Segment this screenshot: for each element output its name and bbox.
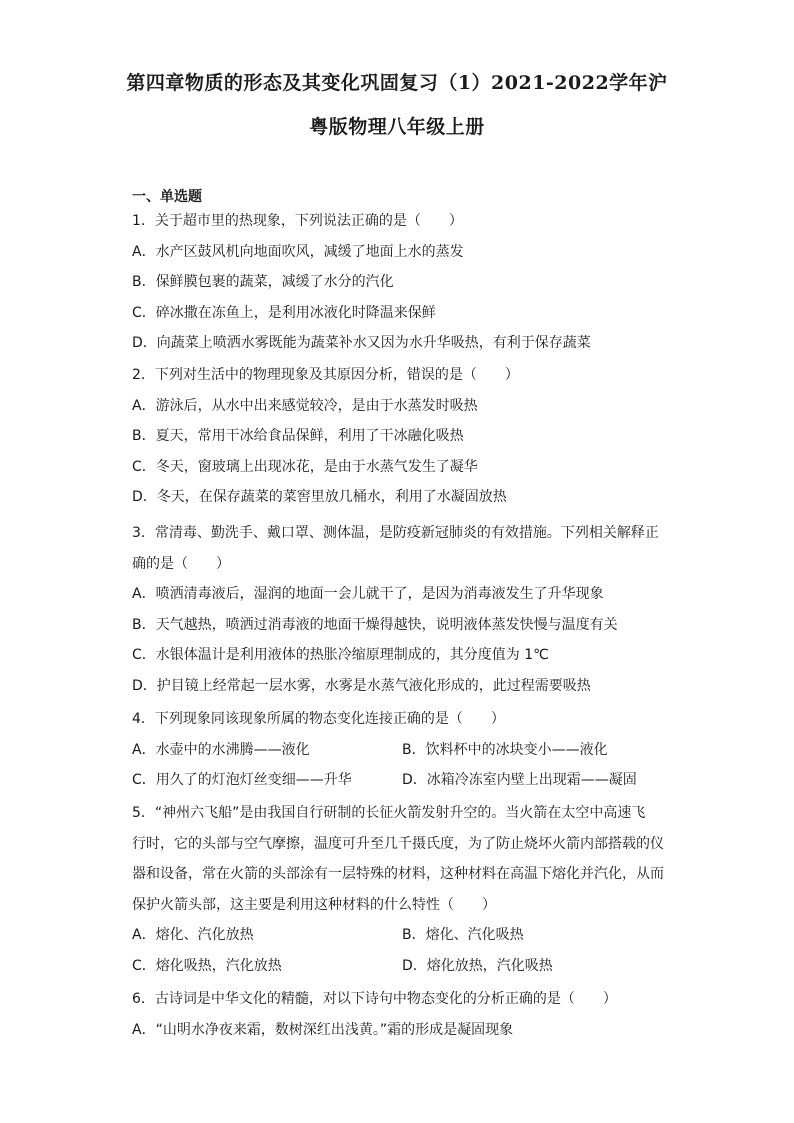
question-stem: 2．下列对生活中的物理现象及其原因分析，错误的是（ ）: [132, 367, 519, 383]
document-title-line-2: 粤版物理八年级上册: [309, 116, 485, 138]
question-stem-line-2: 行时，它的头部与空气摩擦，温度可升至几千摄氏度，为了防止烧坏火箭内部搭载的仪: [132, 835, 664, 852]
option-d: D．熔化放热，汽化吸热: [402, 957, 553, 974]
option-b: B．夏天，常用干冰给食品保鲜，利用了干冰融化吸热: [132, 428, 464, 445]
option-a: A．喷洒清毒液后，湿润的地面一会儿就干了，是因为消毒液发生了升华现象: [132, 586, 604, 603]
option-c: C．水银体温计是利用液体的热胀冷缩原理制成的，其分度值为 1℃: [132, 647, 549, 664]
question-stem: 1．关于超市里的热现象，下列说法正确的是（ ）: [132, 213, 463, 229]
option-d: D．冰箱冷冻室内壁上出现霜——凝固: [402, 772, 637, 789]
option-a: A．熔化、汽化放热: [132, 927, 254, 944]
question-1: [132, 206, 672, 359]
question-stem-line-1: 3．常清毒、勤洗手、戴口罩、测体温，是防疫新冠肺炎的有效措施。下列相关解释正: [132, 525, 659, 541]
question-stem-line-2: 确的是（ ）: [132, 555, 230, 572]
question-stem: 6．古诗词是中华文化的精髓，对以下诗句中物态变化的分析正确的是（ ）: [132, 991, 617, 1007]
question-stem-line-1: 5．“神州六飞船”是由我国自行研制的长征火箭发射升空的。当火箭在太空中高速飞: [132, 805, 646, 821]
options-row-ab: [132, 735, 672, 766]
question-2: [132, 360, 672, 513]
option-b: B．天气越热，喷洒过消毒液的地面干燥得越快，说明液体蒸发快慢与温度有关: [132, 616, 618, 633]
option-c: C．熔化吸热，汽化放热: [132, 957, 282, 974]
section-heading: 一、单选题: [132, 189, 202, 205]
option-b: B．熔化、汽化吸热: [402, 927, 524, 944]
option-d: D．向蔬菜上喷洒水雾既能为蔬菜补水又因为水升华吸热，有利于保存蔬菜: [132, 335, 591, 352]
question-4: [132, 704, 672, 796]
option-a: A．游泳后，从水中出来感觉较冷，是由于水蒸发时吸热: [132, 397, 478, 414]
document-title-line-1: 第四章物质的形态及其变化巩固复习（1）2021-2022学年沪: [126, 72, 668, 94]
options-row-ab: [132, 920, 672, 951]
option-a: A．水产区鼓风机向地面吹风，减缓了地面上水的蒸发: [132, 243, 464, 260]
option-a: A．“山明水净夜来霜，数树深红出浅黄。”霜的形成是凝固现象: [132, 1021, 514, 1038]
question-stem-line-4: 保护火箭头部，这主要是利用这种材料的什么特性（ ）: [132, 896, 496, 913]
options-row-cd: [132, 765, 672, 796]
option-b: B．保鲜膜包裹的蔬菜，减缓了水分的汽化: [132, 274, 394, 291]
question-6: [132, 984, 672, 1045]
question-stem-line-3: 器和设备，常在火箭的头部涂有一层特殊的材料，这种材料在高温下熔化并汽化，从而: [132, 866, 664, 883]
question-stem: 4．下列现象同该现象所属的物态变化连接正确的是（ ）: [132, 711, 505, 727]
question-3: [132, 518, 672, 702]
option-c: C．碎冰撒在冻鱼上，是利用冰液化时降温来保鲜: [132, 304, 436, 321]
options-row-cd: [132, 951, 672, 982]
option-c: C．冬天，窗玻璃上出现冰花，是由于水蒸气发生了凝华: [132, 458, 478, 475]
question-5: [132, 798, 672, 982]
option-a: A．水壶中的水沸腾——液化: [132, 741, 310, 758]
option-b: B．饮料杯中的冰块变小——液化: [402, 741, 608, 758]
option-c: C．用久了的灯泡灯丝变细——升华: [132, 772, 352, 789]
option-d: D．护目镜上经常起一层水雾，水雾是水蒸气液化形成的，此过程需要吸热: [132, 677, 591, 694]
option-d: D．冬天，在保存蔬菜的菜窖里放几桶水，利用了水凝固放热: [132, 489, 507, 506]
